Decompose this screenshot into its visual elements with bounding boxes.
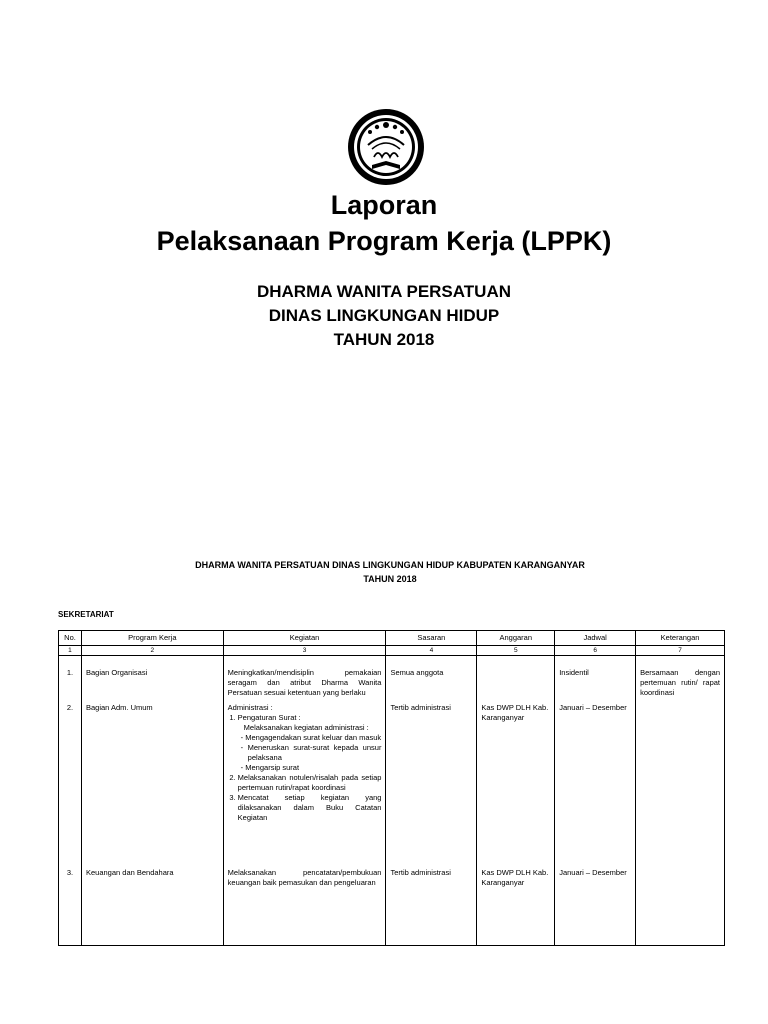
dharma-wanita-logo bbox=[346, 107, 426, 187]
col-number: 7 bbox=[636, 646, 725, 656]
col-header-keterangan: Keterangan bbox=[636, 631, 725, 646]
col-number: 3 bbox=[223, 646, 386, 656]
row-jadwal: Insidentil bbox=[555, 656, 636, 701]
col-header-kegiatan: Kegiatan bbox=[223, 631, 386, 646]
row-kegiatan: Meningkatkan/mendisiplin pemakaian seragam dan atribut Dharma Wanita Persatuan sesuai ketentuan yang berlaku bbox=[223, 656, 386, 701]
col-number: 2 bbox=[81, 646, 223, 656]
row-anggaran: Kas DWP DLH Kab. Karanganyar bbox=[477, 866, 555, 946]
row-keterangan bbox=[636, 866, 725, 946]
col-number: 5 bbox=[477, 646, 555, 656]
list-item: 2. Melaksanakan notulen/risalah pada setiap pertemuan rutin/rapat koordinasi bbox=[238, 773, 382, 793]
kegiatan-title: Administrasi : bbox=[227, 702, 273, 712]
col-header-program: Program Kerja bbox=[81, 631, 223, 646]
col-header-anggaran: Anggaran bbox=[477, 631, 555, 646]
col-number: 4 bbox=[386, 646, 477, 656]
cover-title: Laporan bbox=[330, 190, 438, 220]
row-jadwal: Januari – Desember bbox=[555, 866, 636, 946]
list-item: - Mengagendakan surat keluar dan masuk bbox=[248, 733, 382, 743]
row-no: 1. bbox=[59, 656, 82, 701]
col-header-jadwal: Jadwal bbox=[555, 631, 636, 646]
row-program: Bagian Adm. Umum bbox=[81, 701, 223, 866]
row-anggaran: Kas DWP DLH Kab. Karanganyar bbox=[477, 701, 555, 866]
table-row bbox=[59, 701, 725, 866]
row-jadwal: Januari – Desember bbox=[555, 701, 636, 866]
row-sasaran: Semua anggota bbox=[386, 656, 477, 701]
cover-subtitle: Pelaksanaan Program Kerja (LPPK) bbox=[156, 226, 612, 256]
list-item: 3. Mencatat setiap kegiatan yang dilaksanakan dalam Buku Catatan Kegiatan bbox=[238, 793, 382, 823]
row-kegiatan: Melaksanakan pencatatan/pembukuan keuangan baik pemasukan dan pengeluaran bbox=[223, 866, 386, 946]
list-item: 1. Pengaturan Surat : Melaksanakan kegiatan administrasi : - Mengagendakan surat keluar dan masuk - Meneruskan surat-surat kepada unsur pelaksana - Mengarsip surat bbox=[238, 713, 382, 773]
row-keterangan: Bersamaan dengan pertemuan rutin/ rapat koordinasi bbox=[636, 656, 725, 701]
org-year: TAHUN 2018 bbox=[333, 330, 435, 349]
report-year: TAHUN 2018 bbox=[363, 574, 417, 584]
col-header-sasaran: Sasaran bbox=[386, 631, 477, 646]
list-item: - Mengarsip surat bbox=[248, 763, 382, 773]
row-program: Bagian Organisasi bbox=[81, 656, 223, 701]
row-kegiatan bbox=[223, 701, 386, 866]
row-program: Keuangan dan Bendahara bbox=[81, 866, 223, 946]
row-no: 2. bbox=[59, 701, 82, 866]
col-number: 6 bbox=[555, 646, 636, 656]
org-unit: DINAS LINGKUNGAN HIDUP bbox=[268, 306, 500, 325]
row-sasaran: Tertib administrasi bbox=[386, 701, 477, 866]
kegiatan-sub-intro: Melaksanakan kegiatan administrasi : bbox=[243, 722, 369, 732]
row-sasaran: Tertib administrasi bbox=[386, 866, 477, 946]
program-table bbox=[58, 630, 725, 946]
col-header-no: No. bbox=[59, 631, 82, 646]
col-number: 1 bbox=[59, 646, 82, 656]
row-keterangan bbox=[636, 701, 725, 866]
section-title: SEKRETARIAT bbox=[58, 610, 114, 619]
row-anggaran bbox=[477, 656, 555, 701]
report-header: DHARMA WANITA PERSATUAN DINAS LINGKUNGAN HIDUP KABUPATEN KARANGANYAR bbox=[195, 560, 585, 570]
list-item: - Meneruskan surat-surat kepada unsur pelaksana bbox=[248, 743, 382, 763]
table-row bbox=[59, 866, 725, 946]
table-row bbox=[59, 656, 725, 701]
row-no: 3. bbox=[59, 866, 82, 946]
org-name: DHARMA WANITA PERSATUAN bbox=[256, 282, 512, 301]
